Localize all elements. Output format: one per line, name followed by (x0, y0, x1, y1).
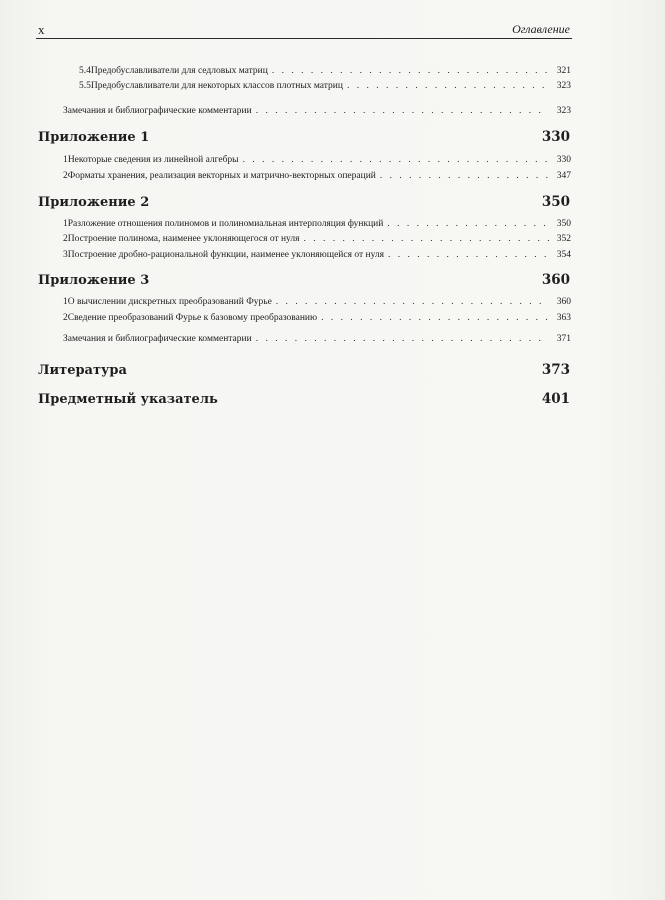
toc-entry-number: 2 (63, 313, 68, 323)
section-page: 330 (541, 129, 570, 145)
toc-entry-page: 363 (556, 313, 571, 323)
dot-leader (347, 81, 549, 91)
toc-entry-number: 2 (63, 171, 68, 181)
running-title: Оглавление (512, 22, 570, 36)
toc-entry-page: 350 (556, 219, 571, 229)
toc-entry[interactable] (63, 313, 571, 323)
section-title: Литература (38, 363, 127, 378)
toc-entry-notes[interactable] (63, 106, 571, 116)
toc-entry[interactable] (79, 66, 571, 76)
toc-entry-page: 354 (556, 250, 571, 260)
toc-entry[interactable] (63, 219, 571, 229)
toc-entry-number: 2 (63, 234, 68, 244)
toc-entry-page: 321 (556, 66, 571, 76)
dot-leader (380, 171, 549, 181)
dot-leader (388, 250, 549, 260)
dot-leader (243, 155, 549, 165)
toc-entry[interactable] (63, 250, 571, 260)
toc-section-index[interactable] (38, 391, 570, 407)
dot-leader (272, 66, 549, 76)
dot-leader (256, 106, 549, 116)
section-page: 401 (541, 391, 570, 407)
toc-section-appendix-1[interactable] (38, 129, 570, 145)
toc-entry[interactable] (63, 234, 571, 244)
toc-section-appendix-3[interactable] (38, 272, 570, 288)
section-page: 350 (541, 194, 570, 210)
toc-entry-number: 1 (63, 297, 68, 307)
toc-entry-notes[interactable] (63, 334, 571, 344)
page-number: x (38, 22, 45, 37)
toc-entry-page: 360 (556, 297, 571, 307)
dot-leader (304, 234, 549, 244)
toc-entry-number: 5.4 (79, 66, 91, 76)
section-page: 360 (541, 272, 570, 288)
toc-entry-title: Некоторые сведения из линейной алгебры (67, 155, 239, 165)
toc-entry-title: О вычислении дискретных преобразований Фурье (67, 297, 272, 307)
toc-entry[interactable] (79, 81, 571, 91)
toc-entry-page: 323 (556, 81, 571, 91)
section-title: Приложение 1 (38, 130, 150, 145)
section-title: Предметный указатель (38, 392, 218, 407)
toc-entry-title: Замечания и библиографические комментарии (63, 106, 252, 116)
toc-entry-title: Построение полинома, наименее уклоняющегося от нуля (67, 234, 300, 244)
toc-entry-page: 330 (556, 155, 571, 165)
toc-entry-title: Предобуславливатели для седловых матриц (90, 66, 268, 76)
section-page: 373 (541, 362, 570, 378)
section-title: Приложение 3 (38, 273, 150, 288)
toc-entry-title: Форматы хранения, реализация векторных и матрично-векторных операций (67, 171, 376, 181)
toc-entry-title: Предобуславливатели для некоторых классов плотных матриц (90, 81, 343, 91)
toc-entry-number: 5.5 (79, 81, 91, 91)
dot-leader (387, 219, 549, 229)
toc-entry-title: Сведение преобразований Фурье к базовому преобразованию (67, 313, 318, 323)
toc-entry-title: Разложение отношения полиномов и полиномиальная интерполяция функций (67, 219, 384, 229)
running-header (36, 22, 572, 39)
dot-leader (256, 334, 549, 344)
toc-entry-page: 347 (556, 171, 571, 181)
section-title: Приложение 2 (38, 195, 150, 210)
dot-leader (276, 297, 549, 307)
toc-entry-page: 371 (556, 334, 571, 344)
toc-section-literature[interactable] (38, 362, 570, 378)
toc-entry-number: 3 (63, 250, 68, 260)
toc-entry-title: Построение дробно-рациональной функции, наименее уклоняющейся от нуля (67, 250, 385, 260)
toc-entry[interactable] (63, 155, 571, 165)
toc-section-appendix-2[interactable] (38, 194, 570, 210)
dot-leader (321, 313, 549, 323)
toc-entry-number: 1 (63, 219, 68, 229)
toc-entry[interactable] (63, 171, 571, 181)
toc-entry[interactable] (63, 297, 571, 307)
toc-entry-title: Замечания и библиографические комментарии (63, 334, 252, 344)
toc-entry-page: 352 (556, 234, 571, 244)
toc-entry-number: 1 (63, 155, 68, 165)
toc-entry-page: 323 (556, 106, 571, 116)
